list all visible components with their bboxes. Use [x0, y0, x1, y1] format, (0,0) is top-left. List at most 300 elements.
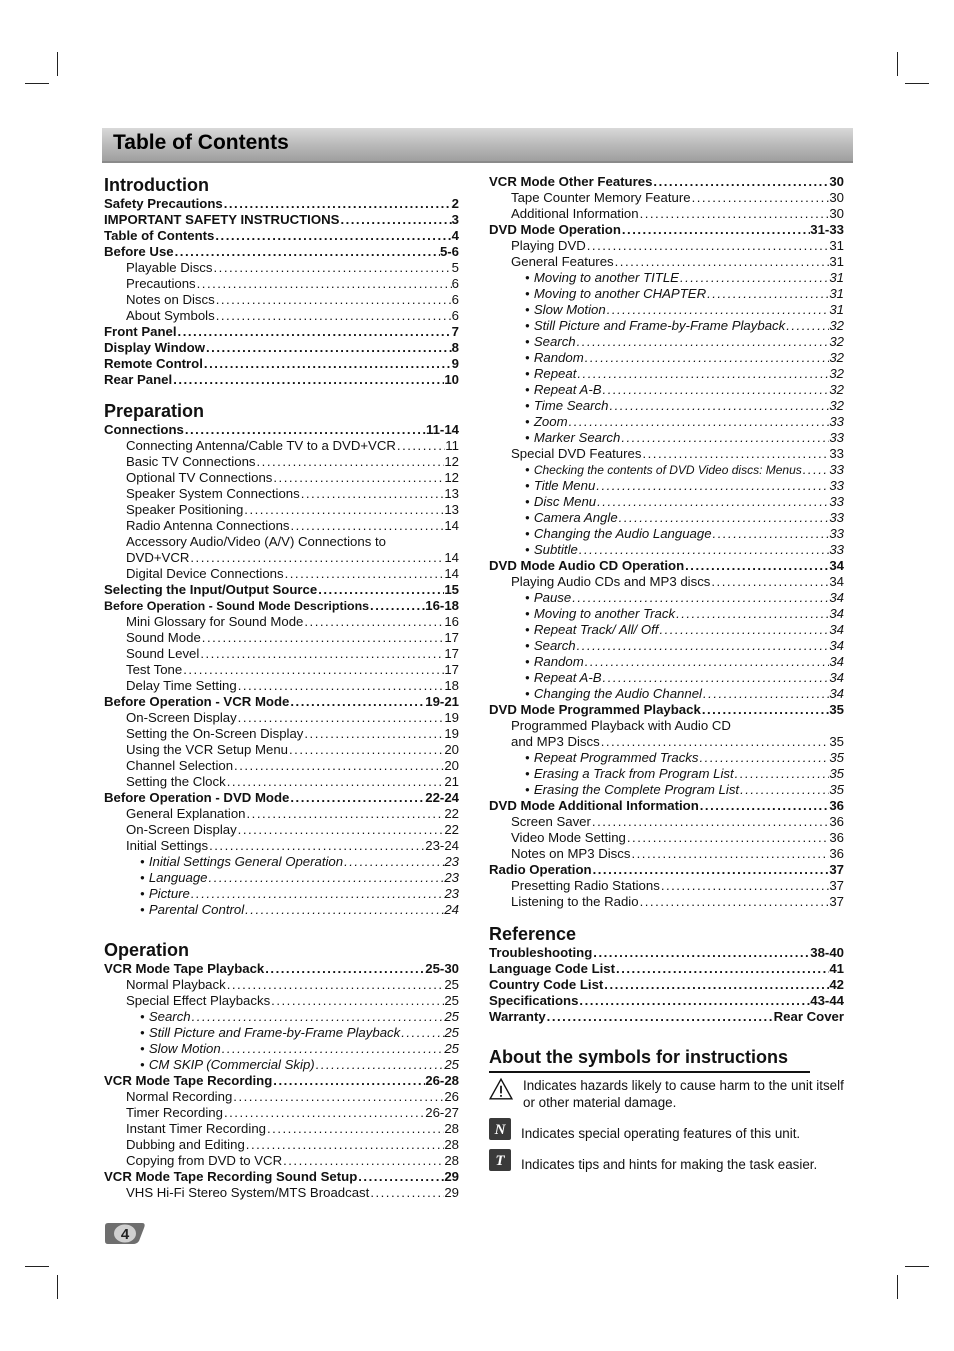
- toc-entry: [104, 790, 459, 806]
- toc-entry-title: VCR Mode Tape Playback: [104, 961, 265, 976]
- toc-entry: [489, 654, 844, 670]
- toc-entry: [104, 854, 459, 870]
- toc-entry-page: 26-28: [425, 1073, 459, 1088]
- toc-entry-page: 18: [444, 678, 459, 693]
- dot-leader: [223, 196, 452, 212]
- dot-leader: [233, 758, 444, 774]
- toc-entry: [104, 742, 459, 758]
- toc-entry-title: Country Code List: [489, 977, 604, 992]
- toc-entry-page: 32: [829, 382, 844, 397]
- toc-entry: [489, 366, 844, 382]
- toc-entry-title: ● Moving to another CHAPTER: [525, 286, 706, 302]
- toc-entry: [104, 886, 459, 902]
- dot-leader: [620, 430, 829, 446]
- toc-entry: [489, 590, 844, 606]
- toc-entry-page: 30: [829, 206, 844, 221]
- dot-leader: [546, 1009, 774, 1025]
- dot-leader: [600, 734, 830, 750]
- dot-leader: [189, 550, 444, 566]
- toc-entry-page: 25-30: [425, 961, 459, 976]
- toc-entry: [104, 806, 459, 822]
- toc-entry-title: Troubleshooting: [489, 945, 593, 960]
- toc-entry-page: 30: [829, 190, 844, 205]
- dot-leader: [213, 260, 452, 276]
- dot-leader: [578, 993, 810, 1009]
- toc-entry-page: 23: [444, 886, 459, 901]
- section-heading: Reference: [489, 924, 577, 944]
- toc-entry-page: 33: [829, 478, 844, 493]
- toc-entry-title: ● Repeat Programmed Tracks: [525, 750, 699, 766]
- dot-leader: [289, 790, 425, 806]
- toc-entry: [489, 302, 844, 318]
- toc-entry-title: Safety Precautions: [104, 196, 223, 211]
- toc-entry-title: ● Random: [525, 350, 584, 366]
- symbol-row-tip: [489, 1149, 851, 1173]
- toc-entry-page: 34: [829, 670, 844, 685]
- toc-entry: [489, 638, 844, 654]
- section-heading: Introduction: [104, 175, 209, 195]
- toc-entry-page: 22: [444, 822, 459, 837]
- toc-entry: [489, 878, 844, 894]
- toc-entry-page: 34: [829, 638, 844, 653]
- dot-leader: [608, 398, 829, 414]
- toc-entry-page: 22-24: [425, 790, 459, 805]
- dot-leader: [369, 1185, 444, 1201]
- toc-entry: [104, 324, 459, 340]
- toc-entry-page: 6: [451, 276, 459, 291]
- toc-entry-page: 34: [829, 574, 844, 589]
- toc-entry: [489, 830, 844, 846]
- toc-entry-title: On-Screen Display: [126, 710, 237, 725]
- toc-entry-page: 26-27: [425, 1105, 459, 1120]
- toc-entry-page: 37: [829, 862, 844, 877]
- toc-entry-title: ● Search: [140, 1009, 191, 1025]
- toc-entry-page: 31: [829, 286, 844, 301]
- symbol-row-note: [489, 1118, 851, 1142]
- toc-entry-page: 29: [444, 1185, 459, 1200]
- dot-leader: [243, 502, 444, 518]
- dot-leader: [266, 1121, 444, 1137]
- toc-entry-page: 32: [829, 334, 844, 349]
- dot-leader: [679, 270, 829, 286]
- toc-entry-title: Selecting the Input/Output Source: [104, 582, 318, 597]
- toc-entry-title: Delay Time Setting: [126, 678, 237, 693]
- dot-leader: [602, 670, 830, 686]
- toc-entry-title: Display Window: [104, 340, 205, 355]
- dot-leader: [702, 686, 829, 702]
- toc-entry: [489, 558, 844, 574]
- toc-entry-page: 8: [451, 340, 459, 355]
- toc-entry: [104, 1185, 459, 1201]
- dot-leader: [606, 302, 830, 318]
- toc-entry-page: 13: [444, 502, 459, 517]
- toc-entry-title: Sound Level: [126, 646, 200, 661]
- toc-entry-page: 12: [444, 470, 459, 485]
- toc-entry-page: 35: [829, 782, 844, 797]
- dot-leader: [203, 356, 452, 372]
- toc-entry-title: Before Use: [104, 244, 174, 259]
- toc-entry-page: 35: [829, 750, 844, 765]
- toc-entry-page: 34: [829, 590, 844, 605]
- dot-leader: [184, 422, 426, 438]
- toc-entry-page: 28: [444, 1153, 459, 1168]
- crop-mark: [57, 1275, 58, 1299]
- toc-entry-page: 29: [444, 1169, 459, 1184]
- symbol-description: Indicates special operating features of this unit.: [521, 1126, 801, 1141]
- toc-entry-page: 19-21: [425, 694, 459, 709]
- dot-leader: [177, 324, 452, 340]
- dot-leader: [734, 766, 830, 782]
- toc-entry: [489, 462, 844, 478]
- toc-entry-page: 28: [444, 1121, 459, 1136]
- toc-entry: [104, 212, 459, 228]
- toc-entry-title: Additional Information: [511, 206, 639, 221]
- toc-entry: [104, 1121, 459, 1137]
- toc-entry: [104, 630, 459, 646]
- toc-entry: [489, 1009, 844, 1025]
- toc-entry-page: 25: [444, 1009, 459, 1024]
- toc-entry-title: ● Repeat Track/ All/ Off: [525, 622, 658, 638]
- toc-entry: [489, 993, 844, 1009]
- dot-leader: [712, 526, 830, 542]
- dot-leader: [226, 977, 445, 993]
- dot-leader: [303, 726, 444, 742]
- dot-leader: [592, 945, 810, 961]
- toc-entry-title: ● Title Menu: [525, 478, 595, 494]
- toc-entry: [489, 574, 844, 590]
- toc-entry-title: Screen Saver: [511, 814, 591, 829]
- toc-entry-title: Basic TV Connections: [126, 454, 256, 469]
- dot-leader: [221, 1041, 445, 1057]
- dot-leader: [699, 798, 830, 814]
- toc-entry: [104, 598, 459, 614]
- toc-entry: [489, 734, 844, 750]
- toc-entry: [104, 838, 459, 854]
- dot-leader: [630, 846, 829, 862]
- dot-leader: [288, 742, 444, 758]
- toc-entry: [104, 1153, 459, 1169]
- toc-entry-page: 33: [829, 510, 844, 525]
- dot-leader: [584, 350, 830, 366]
- toc-entry-title: ● Search: [525, 638, 576, 654]
- dot-leader: [592, 862, 830, 878]
- toc-entry: [489, 846, 844, 862]
- toc-entry-title: Tape Counter Memory Feature: [511, 190, 691, 205]
- page-title: Table of Contents: [113, 131, 289, 154]
- toc-entry-page: 23: [444, 854, 459, 869]
- dot-leader: [626, 830, 829, 846]
- toc-entry-title: ● Slow Motion: [525, 302, 606, 318]
- toc-entry-page: 12: [444, 454, 459, 469]
- toc-entry-title: and MP3 Discs: [511, 734, 600, 749]
- toc-entry: [104, 372, 459, 388]
- svg-text:N: N: [494, 1122, 506, 1138]
- toc-entry: [104, 422, 459, 438]
- toc-entry: [489, 894, 844, 910]
- toc-entry-title: DVD+VCR: [126, 550, 190, 565]
- toc-entry-page: 20: [444, 758, 459, 773]
- dot-leader: [614, 254, 830, 270]
- toc-entry: [104, 977, 459, 993]
- toc-entry-page: 42: [829, 977, 844, 992]
- dot-leader: [706, 286, 829, 302]
- toc-entry-page: 34: [829, 686, 844, 701]
- toc-entry-title: ● Disc Menu: [525, 494, 596, 510]
- dot-leader: [191, 1009, 445, 1025]
- toc-entry-title: Programmed Playback with Audio CD: [511, 718, 731, 733]
- dot-leader: [584, 654, 830, 670]
- toc-entry: [489, 798, 844, 814]
- toc-entry-title: ● Moving to another TITLE: [525, 270, 679, 286]
- toc-entry-title: Connections: [104, 422, 184, 437]
- toc-entry-page: 25: [444, 977, 459, 992]
- crop-mark: [25, 1266, 49, 1267]
- toc-entry: [489, 270, 844, 286]
- toc-entry-title: ● Parental Control: [140, 902, 244, 918]
- toc-entry: [489, 686, 844, 702]
- toc-entry: [104, 870, 459, 886]
- toc-entry-page: 36: [829, 798, 844, 813]
- dot-leader: [576, 366, 829, 382]
- toc-entry: [489, 862, 844, 878]
- toc-entry-title: Mini Glossary for Sound Mode: [126, 614, 304, 629]
- toc-entry: [104, 646, 459, 662]
- toc-entry: [104, 1009, 459, 1025]
- toc-entry-page: 10: [444, 372, 459, 387]
- toc-entry-title: Digital Device Connections: [126, 566, 284, 581]
- dot-leader: [595, 478, 829, 494]
- dot-leader: [621, 222, 810, 238]
- toc-entry: [104, 196, 459, 212]
- toc-entry: [104, 438, 459, 454]
- toc-entry-page: 17: [444, 630, 459, 645]
- toc-entry: [104, 228, 459, 244]
- dot-leader: [199, 646, 444, 662]
- toc-entry-title: Playable Discs: [126, 260, 213, 275]
- toc-entry: [489, 961, 844, 977]
- toc-entry-page: 26: [444, 1089, 459, 1104]
- dot-leader: [237, 710, 445, 726]
- toc-entry: [104, 1089, 459, 1105]
- dot-leader: [576, 334, 830, 350]
- toc-entry: [104, 340, 459, 356]
- toc-entry-title: Warranty: [489, 1009, 546, 1024]
- symbol-description: Indicates hazards likely to cause harm to the unit itself or other material damage.: [523, 1078, 844, 1110]
- svg-text:T: T: [495, 1153, 505, 1169]
- toc-entry: [489, 542, 844, 558]
- dot-leader: [615, 961, 829, 977]
- dot-leader: [739, 782, 829, 798]
- toc-entry-page: 43-44: [810, 993, 844, 1008]
- toc-entry-page: 33: [829, 414, 844, 429]
- toc-entry: [104, 1169, 459, 1185]
- toc-entry-page: 23: [444, 870, 459, 885]
- toc-entry-title: ● Search: [525, 334, 576, 350]
- toc-entry-page: 32: [829, 318, 844, 333]
- toc-entry-title: Radio Antenna Connections: [126, 518, 290, 533]
- toc-entry: [489, 782, 844, 798]
- dot-leader: [270, 993, 444, 1009]
- dot-leader: [208, 838, 425, 854]
- toc-entry: [104, 454, 459, 470]
- toc-entry: [489, 174, 844, 190]
- toc-entry-title: DVD Mode Programmed Playback: [489, 702, 701, 717]
- toc-entry: [104, 502, 459, 518]
- toc-entry-page: 16-18: [425, 598, 459, 613]
- dot-leader: [684, 558, 829, 574]
- dot-leader: [201, 630, 445, 646]
- tip-t-icon: [489, 1149, 511, 1171]
- dot-leader: [658, 622, 829, 638]
- toc-left-column: [104, 174, 459, 1201]
- toc-entry: [104, 244, 459, 260]
- toc-entry-title: ● Moving to another Track: [525, 606, 675, 622]
- toc-entry: [104, 1105, 459, 1121]
- toc-entry-title: Speaker System Connections: [126, 486, 300, 501]
- dot-leader: [208, 870, 445, 886]
- toc-entry: [104, 1041, 459, 1057]
- toc-entry-title: Connecting Antenna/Cable TV to a DVD+VCR: [126, 438, 396, 453]
- toc-entry-page: 35: [829, 734, 844, 749]
- toc-entry: [489, 334, 844, 350]
- toc-entry-page: 22: [444, 806, 459, 821]
- toc-entry-page: 33: [829, 462, 844, 477]
- dot-leader: [396, 438, 445, 454]
- symbol-description: Indicates tips and hints for making the task easier.: [521, 1157, 818, 1172]
- dot-leader: [232, 1089, 444, 1105]
- toc-entry-title: ● Checking the contents of DVD Video discs: Menus: [525, 462, 802, 478]
- toc-entry-title: IMPORTANT SAFETY INSTRUCTIONS: [104, 212, 340, 227]
- toc-right-column: [489, 174, 844, 1025]
- toc-entry-title: Rear Panel: [104, 372, 173, 387]
- dot-leader: [226, 774, 445, 790]
- toc-entry-page: 34: [829, 558, 844, 573]
- toc-entry-page: 16: [444, 614, 459, 629]
- toc-entry-title: Special DVD Features: [511, 446, 642, 461]
- toc-entry-title: VCR Mode Tape Recording: [104, 1073, 273, 1088]
- toc-entry-page: 31: [829, 270, 844, 285]
- toc-entry-title: General Features: [511, 254, 614, 269]
- toc-entry-page: 25: [444, 1025, 459, 1040]
- toc-entry: [104, 486, 459, 502]
- dot-leader: [802, 462, 830, 478]
- symbols-section-title: About the symbols for instructions: [489, 1047, 789, 1067]
- page-number: 4: [120, 1226, 130, 1243]
- dot-leader: [303, 614, 444, 630]
- dot-leader: [602, 382, 830, 398]
- toc-entry: [489, 190, 844, 206]
- toc-entry-page: 31: [829, 254, 844, 269]
- dot-leader: [603, 977, 829, 993]
- toc-entry: [489, 766, 844, 782]
- toc-entry-title: Channel Selection: [126, 758, 234, 773]
- toc-entry: [489, 430, 844, 446]
- toc-entry-title: Accessory Audio/Video (A/V) Connections to: [126, 534, 386, 549]
- toc-entry-title: VCR Mode Other Features: [489, 174, 653, 189]
- dot-leader: [369, 598, 425, 614]
- toc-entry: [489, 750, 844, 766]
- toc-entry-page: 38-40: [810, 945, 844, 960]
- toc-entry-title: Front Panel: [104, 324, 177, 339]
- toc-entry: [104, 1025, 459, 1041]
- toc-entry-page: 9: [451, 356, 459, 371]
- toc-entry-page: 35: [829, 702, 844, 717]
- toc-entry: [489, 606, 844, 622]
- dot-leader: [785, 318, 829, 334]
- dot-leader: [571, 590, 829, 606]
- toc-entry-page: 2: [451, 196, 459, 211]
- toc-entry-title: Remote Control: [104, 356, 203, 371]
- toc-entry-page: 31-33: [810, 222, 844, 237]
- dot-leader: [660, 878, 830, 894]
- toc-entry-page: 24: [444, 902, 459, 917]
- toc-entry-title: Before Operation - Sound Mode Descriptions: [104, 599, 370, 613]
- toc-entry-title: ● Initial Settings General Operation: [140, 854, 343, 870]
- toc-entry-page: 17: [444, 646, 459, 661]
- toc-entry-title: Specifications: [489, 993, 579, 1008]
- toc-entry-page: 21: [444, 774, 459, 789]
- dot-leader: [205, 340, 452, 356]
- dot-leader: [215, 308, 452, 324]
- toc-entry-title: ● Still Picture and Frame-by-Frame Playback: [525, 318, 785, 334]
- toc-entry-page: 35: [829, 766, 844, 781]
- toc-entry: [104, 566, 459, 582]
- dot-leader: [237, 678, 445, 694]
- section-heading: Preparation: [104, 401, 205, 421]
- toc-entry-page: 5: [451, 260, 459, 275]
- toc-entry: [489, 206, 844, 222]
- toc-entry-title: Before Operation - DVD Mode: [104, 790, 290, 805]
- toc-entry-title: Before Operation - VCR Mode: [104, 694, 290, 709]
- toc-entry-page: 25: [444, 1057, 459, 1072]
- toc-entry-title: ● Zoom: [525, 414, 568, 430]
- toc-entry-page: 23-24: [425, 838, 459, 853]
- dot-leader: [639, 894, 830, 910]
- note-n-icon: [489, 1118, 511, 1140]
- crop-mark: [897, 1275, 898, 1299]
- toc-entry: [489, 702, 844, 718]
- dot-leader: [701, 702, 830, 718]
- toc-entry-page: 33: [829, 526, 844, 541]
- warning-triangle-icon: [489, 1077, 513, 1101]
- toc-entry: [104, 308, 459, 324]
- toc-entry-page: 30: [829, 174, 844, 189]
- toc-entry: [489, 670, 844, 686]
- toc-entry: [489, 382, 844, 398]
- toc-entry: [104, 614, 459, 630]
- toc-entry-page: 7: [451, 324, 459, 339]
- toc-entry-page: 25: [444, 993, 459, 1008]
- toc-entry-page: 33: [829, 494, 844, 509]
- dot-leader: [400, 1025, 444, 1041]
- dot-leader: [174, 244, 440, 260]
- toc-entry-page: 25: [444, 1041, 459, 1056]
- toc-entry: [489, 478, 844, 494]
- symbols-title-underline: [489, 1071, 810, 1073]
- toc-entry-title: ● Erasing the Complete Program List: [525, 782, 739, 798]
- toc-entry-page: 6: [451, 292, 459, 307]
- toc-entry-title: ● Camera Angle: [525, 510, 618, 526]
- toc-entry-title: Playing Audio CDs and MP3 discs: [511, 574, 711, 589]
- dot-leader: [641, 446, 829, 462]
- toc-entry-title: Copying from DVD to VCR: [126, 1153, 283, 1168]
- toc-entry-title: ● Subtitle: [525, 542, 578, 558]
- dot-leader: [568, 414, 830, 430]
- toc-entry-title: Optional TV Connections: [126, 470, 273, 485]
- crop-mark: [25, 83, 49, 84]
- toc-entry-page: 41: [829, 961, 844, 976]
- toc-entry: [489, 814, 844, 830]
